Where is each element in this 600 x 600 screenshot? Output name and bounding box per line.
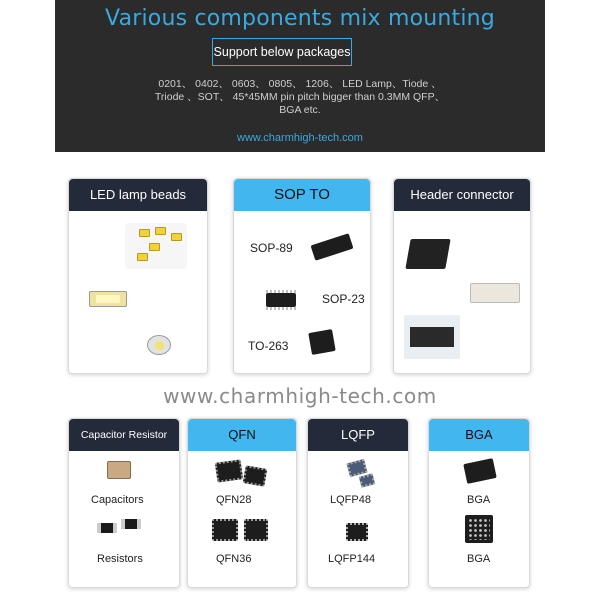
led-chip-icon — [139, 229, 150, 237]
lqfp48-chip-icon — [359, 473, 375, 487]
support-packages-button[interactable]: Support below packages — [212, 38, 352, 66]
led-chip-icon — [149, 243, 160, 251]
left-margin — [0, 0, 55, 600]
led-chip-icon — [171, 233, 182, 241]
card-qfn-title: QFN — [188, 419, 296, 451]
card-lqfp-title: LQFP — [308, 419, 408, 451]
soic-pins — [266, 307, 296, 310]
qfn36-chip-icon — [212, 519, 238, 541]
label-qfn36: QFN36 — [216, 553, 252, 565]
card-header-connector — [393, 178, 531, 374]
card-lqfp — [307, 418, 409, 588]
label-sop-89: SOP-89 — [250, 241, 293, 255]
label-sop-23: SOP-23 — [322, 292, 365, 306]
qfn28-chip-icon — [215, 459, 244, 482]
card-led-title: LED lamp beads — [69, 179, 207, 211]
led-chip-icon — [155, 227, 166, 235]
right-margin — [545, 0, 600, 600]
label-bga-2: BGA — [467, 553, 491, 565]
soic-chip-icon — [266, 293, 296, 307]
capacitor-icon — [107, 461, 131, 479]
box-header-icon — [405, 239, 450, 269]
card-header-title: Header connector — [394, 179, 530, 211]
card-sop-title: SOP TO — [234, 179, 370, 211]
label-resistors: Resistors — [97, 553, 143, 565]
power-led-icon — [147, 335, 171, 355]
card-led-lamp-beads — [68, 178, 208, 374]
card-bga — [428, 418, 530, 588]
packages-list — [125, 78, 475, 117]
resistor-icon — [97, 523, 117, 533]
packages-line-1: 0201、 0402、 0603、 0805、 1206、 LED Lamp、Tiode 、 — [158, 78, 442, 90]
website-link[interactable]: www.charmhigh-tech.com — [237, 132, 363, 144]
bga-ball-grid-icon — [465, 515, 493, 543]
led-chip-icon — [137, 253, 148, 261]
card-sop-to — [233, 178, 371, 374]
header-banner — [55, 0, 545, 152]
label-lqfp48: LQFP48 — [330, 494, 371, 506]
resistor-icon — [121, 519, 141, 529]
website-watermark[interactable]: www.charmhigh-tech.com — [163, 384, 437, 408]
pin-header-icon — [470, 283, 520, 303]
qfn28-chip-icon — [243, 465, 268, 487]
page-title: Various components mix mounting — [105, 6, 495, 31]
packages-line-2: Triode 、SOT、 45*45MM pin pitch bigger than 0.3MM QFP、 — [154, 91, 446, 103]
soic-pins — [266, 290, 296, 293]
bga-chip-icon — [463, 458, 497, 484]
label-qfn28: QFN28 — [216, 494, 252, 506]
to263-chip-icon — [308, 329, 335, 355]
card-cap-res-title: Capacitor Resistor — [69, 419, 179, 451]
label-capacitors: Capacitors — [91, 494, 144, 506]
smd-header-icon — [404, 315, 460, 359]
label-bga-1: BGA — [467, 494, 491, 506]
packages-line-3: BGA etc. — [279, 104, 321, 116]
led-strip-image — [125, 223, 187, 269]
card-bga-title: BGA — [429, 419, 529, 451]
label-lqfp144: LQFP144 — [328, 553, 376, 565]
sop89-chip-icon — [311, 233, 354, 261]
card-qfn — [187, 418, 297, 588]
lqfp144-chip-icon — [346, 523, 368, 541]
card-capacitor-resistor — [68, 418, 180, 588]
label-to-263: TO-263 — [248, 339, 289, 353]
qfn36-chip-icon — [244, 519, 268, 541]
smd-led-icon — [89, 291, 127, 307]
